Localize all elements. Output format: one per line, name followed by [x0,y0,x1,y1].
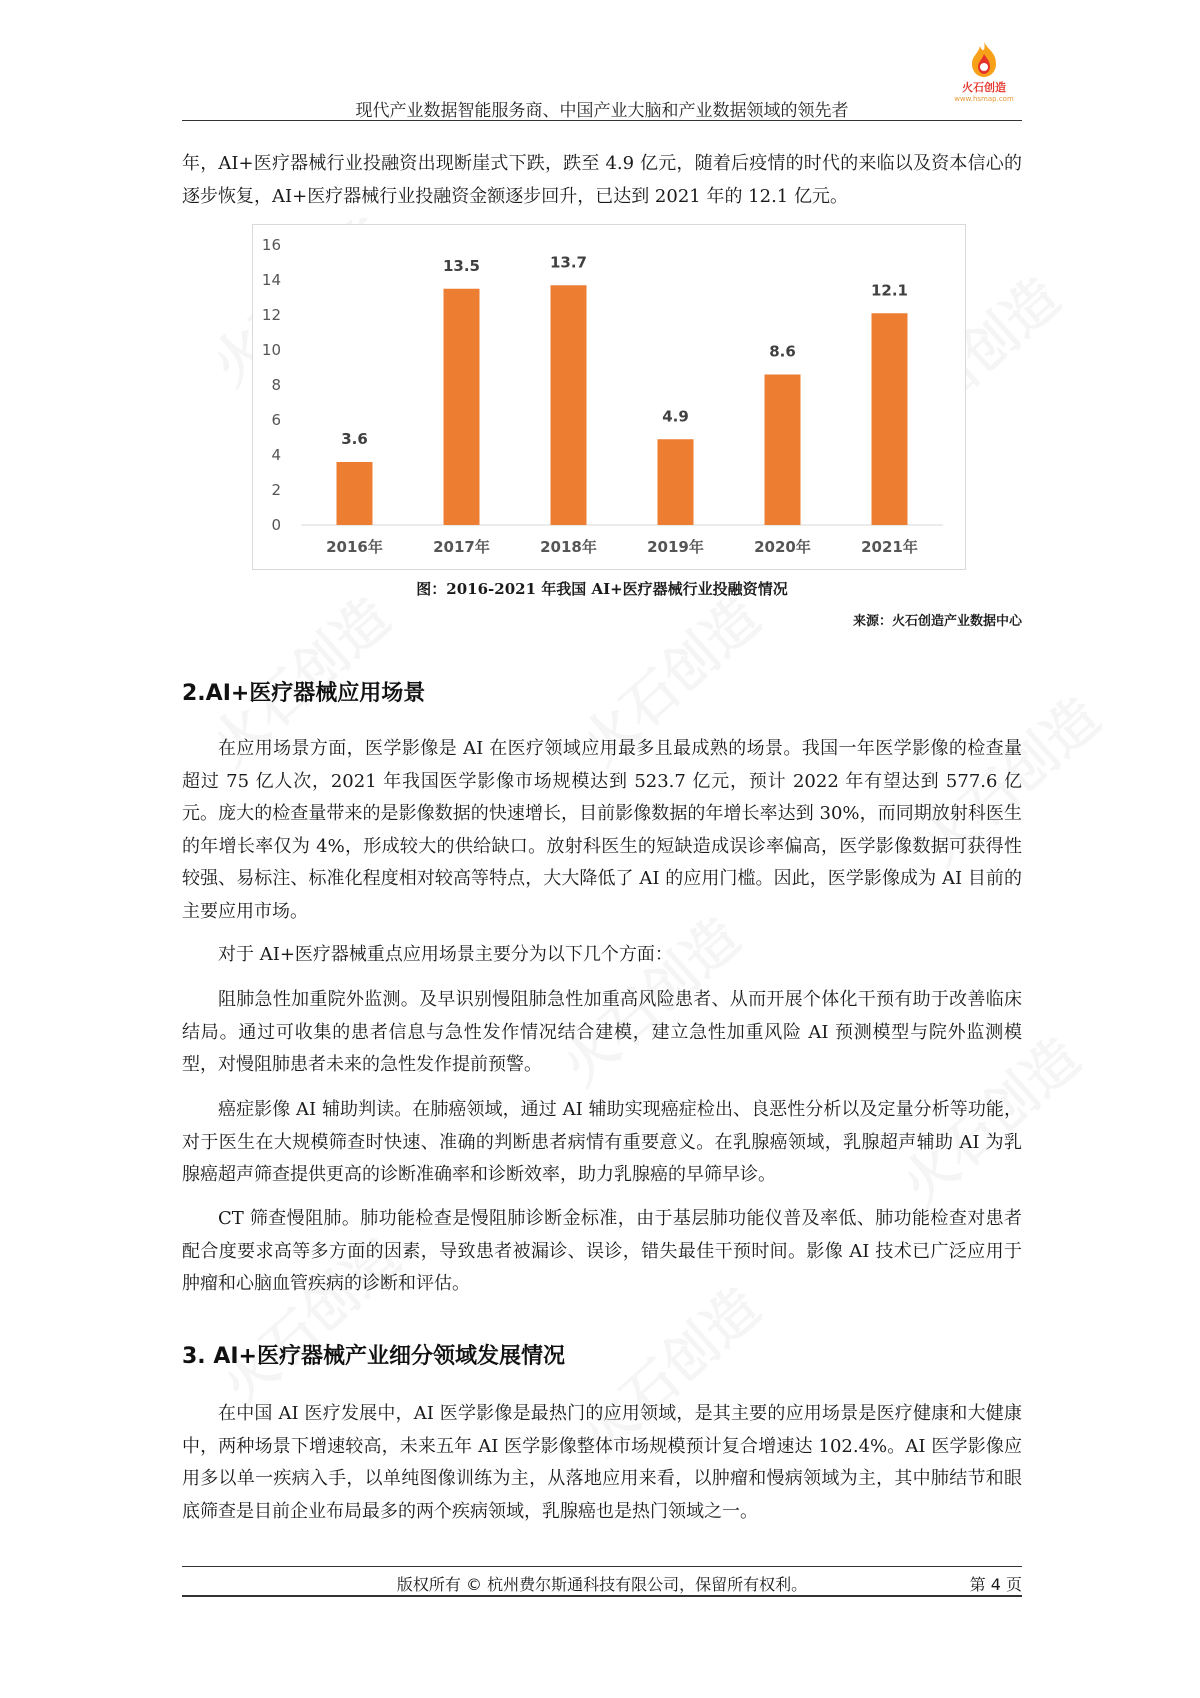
x-tick-label: 2019年 [647,538,704,556]
y-tick-label: 6 [271,411,281,429]
bar-2021年 [872,313,908,525]
bar-chart [252,224,966,570]
paragraph: 在应用场景方面，医学影像是 AI 在医疗领域应用最多且最成熟的场景。我国一年医学影像的检查量超过 75 亿人次，2021 年我国医学影像市场规模达到 523.7 亿元，预计 2022 年有望达到 577.6 亿元。庞大的检查量带来的是影像数据的快速增长，目前影像数据的年增长率达到 30%，而同期放射科医生的年增长率仅为 4%，形成较大的供给缺口。放射科医生的短缺造成误诊率偏高，医学影像数据可获得性较强、易标注、标准化程度相对较高等特点，大大降低了 AI 的应用门槛。因此，医学影像成为 AI 目前的主要应用市场。 [182,738,1022,922]
bar-2017年 [444,289,480,525]
paragraph: 在中国 AI 医疗发展中，AI 医学影像是最热门的应用领域，是其主要的应用场景是医疗健康和大健康中，两种场景下增速较高，未来五年 AI 医学影像整体市场规模预计复合增速达 102.4%。AI 医学影像应用多以单一疾病入手，以单纯图像训练为主，从落地应用来看，以肿瘤和慢病领域为主，其中肺结节和眼底筛查是目前企业布局最多的两个疾病领域，乳腺癌也是热门领域之一。 [182,1403,1022,1522]
footer-divider [182,1566,1022,1567]
logo-url: www.hsmap.com [954,95,1014,103]
data-label: 12.1 [870,281,909,300]
data-label: 13.5 [442,256,481,275]
y-tick-label: 10 [261,341,281,359]
bar-chart-svg [253,225,965,569]
flame-icon [966,40,1002,78]
chart-caption: 图：2016-2021 年我国 AI+医疗器械行业投融资情况 [416,580,788,598]
data-label: 3.6 [341,430,368,448]
y-tick-label: 2 [271,481,281,499]
header-divider [182,120,1022,121]
section-heading-3: 3. AI+医疗器械产业细分领域发展情况 [182,1344,565,1369]
footer-copyright: 版权所有 © 杭州费尔斯通科技有限公司，保留所有权利。 [396,1575,808,1594]
y-tick-label: 4 [271,446,281,464]
section-heading-2: 2.AI+医疗器械应用场景 [182,681,426,706]
x-tick-label: 2021年 [861,538,918,556]
bar-2019年 [658,439,694,525]
y-tick-label: 0 [271,516,281,534]
y-tick-label: 12 [261,306,281,324]
intro-paragraph: 年，AI+医疗器械行业投融资出现断崖式下跌，跌至 4.9 亿元，随着后疫情的时代的来临以及资本信心的逐步恢复，AI+医疗器械行业投融资金额逐步回升，已达到 2021 年的 12.1 亿元。 [182,153,1022,207]
y-tick-label: 14 [261,271,281,289]
bar-2018年 [551,285,587,525]
logo-text: 火石创造 [962,81,1006,94]
x-tick-label: 2018年 [540,538,597,556]
data-label: 8.6 [769,342,796,361]
y-tick-label: 16 [261,236,281,254]
x-tick-label: 2020年 [754,538,811,556]
paragraph: CT 筛查慢阻肺。肺功能检查是慢阻肺诊断金标准，由于基层肺功能仪普及率低、肺功能检查对患者配合度要求高等多方面的因素，导致患者被漏诊、误诊，错失最佳干预时间。影像 AI 技术已广泛应用于肿瘤和心脑血管疾病的诊断和评估。 [182,1208,1022,1294]
x-tick-label: 2017年 [433,538,490,556]
header-title: 现代产业数据智能服务商、中国产业大脑和产业数据领域的领先者 [355,101,849,121]
data-label: 4.9 [662,407,689,426]
paragraph: 阻肺急性加重院外监测。及早识别慢阻肺急性加重高风险患者、从而开展个体化干预有助于改善临床结局。通过可收集的患者信息与急性发作情况结合建模，建立急性加重风险 AI 预测模型与院外监测模型，对慢阻肺患者未来的急性发作提前预警。 [182,989,1022,1075]
page-number: 第 4 页 [969,1575,1022,1594]
bar-2020年 [765,375,801,526]
paragraph: 癌症影像 AI 辅助判读。在肺癌领域，通过 AI 辅助实现癌症检出、良恶性分析以及定量分析等功能，对于医生在大规模筛查时快速、准确的判断患者病情有重要意义。在乳腺癌领域，乳腺超声辅助 AI 为乳腺癌超声筛查提供更高的诊断准确率和诊断效率，助力乳腺癌的早筛早诊。 [182,1099,1022,1185]
bar-2016年 [337,462,373,525]
y-tick-label: 8 [271,376,281,394]
footer-divider [182,1595,1022,1597]
x-tick-label: 2016年 [326,538,383,556]
chart-source: 来源：火石创造产业数据中心 [852,614,1022,629]
data-label: 13.7 [549,253,588,272]
paragraph: 对于 AI+医疗器械重点应用场景主要分为以下几个方面： [218,944,673,965]
